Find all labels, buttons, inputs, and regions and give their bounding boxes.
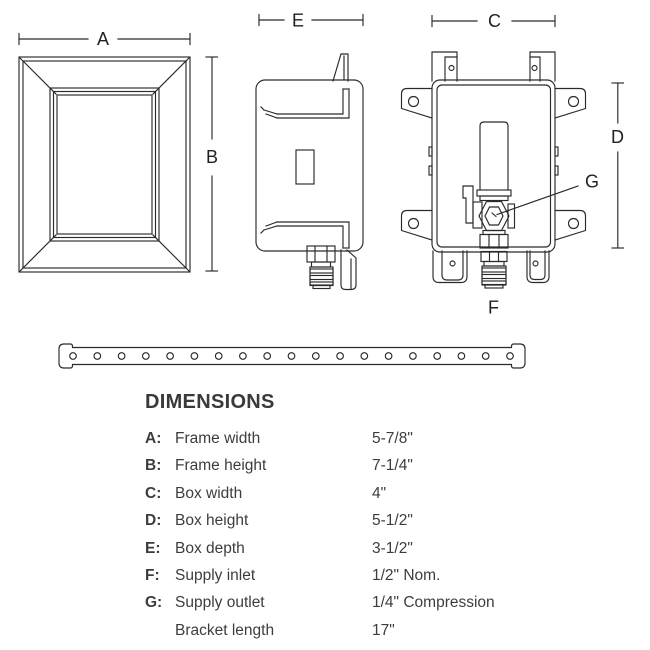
row-key: A: bbox=[145, 430, 162, 447]
row-value: 5-1/2" bbox=[372, 512, 413, 530]
bracket-holes bbox=[70, 353, 514, 360]
row-key: D: bbox=[145, 512, 162, 530]
bracket-hole bbox=[143, 353, 150, 360]
frame-outer-edge bbox=[19, 57, 190, 272]
dimension-row-g bbox=[145, 589, 625, 616]
dim-a bbox=[19, 29, 190, 49]
row-name: Frame width bbox=[175, 430, 261, 447]
rear-tab-bottom bbox=[341, 250, 356, 290]
dim-c bbox=[432, 11, 555, 31]
row-name: Bracket length bbox=[175, 621, 275, 639]
dim-label-g: G bbox=[584, 171, 600, 192]
dim-label-c: C bbox=[488, 11, 501, 31]
dimension-row-a bbox=[145, 425, 625, 452]
lower-hook bbox=[261, 222, 349, 248]
dim-label-d: D bbox=[611, 127, 624, 147]
outlet-hex-nut bbox=[479, 202, 509, 231]
side-label-slot bbox=[296, 150, 314, 184]
side-box-body bbox=[256, 80, 363, 251]
dimensions-heading: DIMENSIONS bbox=[145, 391, 275, 413]
row-name: Box height bbox=[175, 512, 249, 530]
bracket-hole bbox=[410, 353, 417, 360]
bracket-hole bbox=[240, 353, 247, 360]
row-key: B: bbox=[145, 457, 162, 475]
dimension-row-f bbox=[145, 562, 625, 589]
box-front-view bbox=[402, 11, 625, 318]
valve-assembly bbox=[463, 122, 515, 248]
bracket-hole bbox=[507, 353, 514, 360]
bracket-hole bbox=[313, 353, 320, 360]
row-name: Supply outlet bbox=[175, 594, 265, 612]
bracket-hole bbox=[167, 353, 174, 360]
bracket-hole bbox=[337, 353, 344, 360]
bracket-hole bbox=[434, 353, 441, 360]
row-name: Supply inlet bbox=[175, 567, 256, 585]
bracket-hole bbox=[458, 353, 465, 360]
valve-handle bbox=[463, 186, 473, 223]
box-side-view bbox=[256, 11, 363, 290]
row-name: Box depth bbox=[175, 539, 245, 557]
dimensions-section bbox=[145, 391, 625, 644]
row-key: C: bbox=[145, 484, 162, 502]
bracket-hole bbox=[264, 353, 271, 360]
side-inlet-fitting bbox=[307, 246, 335, 289]
bracket-hole bbox=[70, 353, 77, 360]
dim-e bbox=[259, 11, 363, 31]
frame-opening bbox=[57, 95, 152, 234]
row-key bbox=[145, 617, 175, 644]
row-key: G: bbox=[145, 594, 163, 612]
dimension-row-e bbox=[145, 535, 625, 562]
dim-b bbox=[206, 57, 218, 271]
row-key: E: bbox=[145, 539, 161, 557]
row-value: 17" bbox=[372, 621, 395, 639]
bracket-outline bbox=[59, 344, 525, 368]
dim-label-e: E bbox=[291, 10, 305, 31]
row-key: F: bbox=[145, 567, 160, 585]
row-name: Frame height bbox=[175, 457, 267, 475]
row-name: Box width bbox=[175, 484, 243, 502]
row-value: 7-1/4" bbox=[372, 457, 413, 475]
dimension-row-d bbox=[145, 507, 625, 534]
mounting-ears bbox=[402, 89, 586, 241]
row-value: 1/2" Nom. bbox=[372, 567, 441, 585]
bracket-hole bbox=[118, 353, 125, 360]
row-value: 3-1/2" bbox=[372, 539, 413, 557]
row-value: 1/4" Compression bbox=[372, 594, 495, 612]
dimension-row-c bbox=[145, 480, 625, 507]
upper-hook bbox=[261, 89, 349, 118]
bracket-hole bbox=[215, 353, 222, 360]
mounting-bracket bbox=[59, 344, 525, 368]
frame-front-view bbox=[19, 29, 218, 272]
bracket-hole bbox=[191, 353, 198, 360]
bracket-hole bbox=[94, 353, 101, 360]
row-value: 4" bbox=[372, 484, 387, 502]
row-value: 5-7/8" bbox=[372, 430, 413, 447]
bracket-hole bbox=[482, 353, 489, 360]
bottom-straps bbox=[433, 251, 549, 283]
front-inlet-fitting bbox=[481, 252, 507, 289]
dim-label-a: A bbox=[96, 29, 110, 49]
dimension-row-b bbox=[145, 452, 625, 479]
dim-label-f: F bbox=[488, 297, 499, 318]
bracket-hole bbox=[288, 353, 295, 360]
dim-label-b: B bbox=[205, 147, 219, 167]
bracket-hole bbox=[361, 353, 368, 360]
dim-d bbox=[611, 83, 624, 248]
front-box-body bbox=[432, 80, 555, 252]
dimension-row-bracket bbox=[145, 617, 625, 644]
rear-tab-top bbox=[333, 54, 348, 81]
bracket-hole bbox=[385, 353, 392, 360]
top-straps bbox=[432, 52, 555, 81]
